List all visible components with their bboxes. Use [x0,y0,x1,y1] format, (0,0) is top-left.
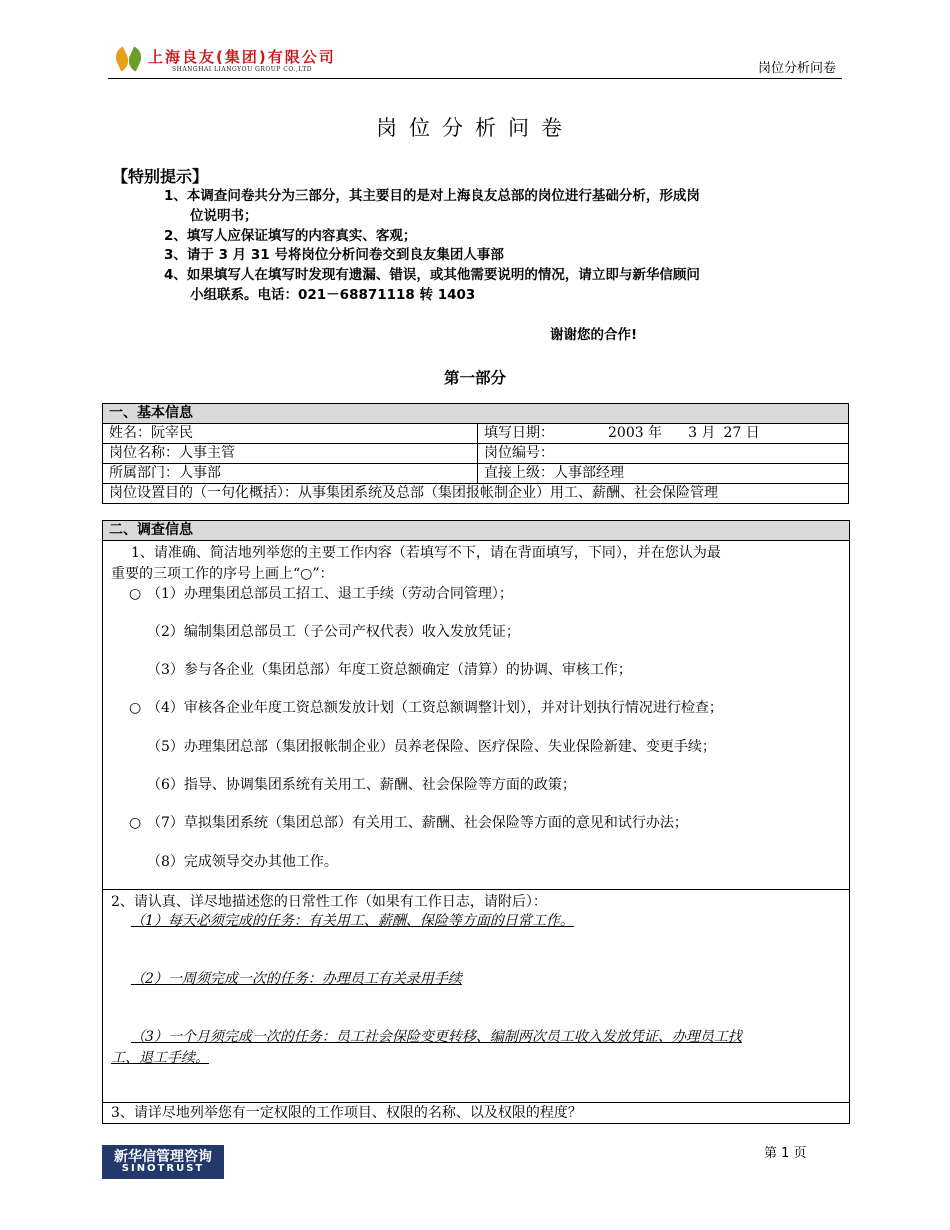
footer-logo-cn: 新华信管理咨询 [114,1149,212,1165]
date-label: 填写日期： [484,425,554,441]
notice-item-1-cont: 位说明书； [190,208,258,224]
section-divider [103,889,849,890]
date-day: 27 日 [723,425,760,441]
task-item-5 [129,736,716,756]
selected-circle-icon: ○ [129,815,142,831]
daily-task-3: （3）一个月须完成一次的任务：员工社会保险变更转移、编制两次员工收入发放凭证、办理员工找 [131,1029,742,1045]
position-name-cell: 岗位名称：人事主管 [103,444,478,464]
task-text: （8）完成领导交办其他工作。 [147,854,338,870]
q1-text-cont: 重要的三项工作的序号上画上“○”： [111,566,334,582]
basic-info-table [102,403,849,504]
task-item-6 [129,774,576,794]
notice-item-4: 4、如果填写人在填写时发现有遗漏、错误，或其他需要说明的情况，请立即与新华信顾问 [164,267,700,283]
task-text: （6）指导、协调集团系统有关用工、薪酬、社会保险等方面的政策； [147,777,576,793]
daily-task-3-cont: 工、退工手续。 [111,1050,209,1066]
q1-text: 1、请准确、简洁地列举您的主要工作内容（若填写不下，请在背面填写，下同），并在您认为最 [131,545,721,561]
task-text: （3）参与各企业（集团总部）年度工资总额确定（清算）的协调、审核工作； [147,662,632,678]
survey-section [102,520,850,1124]
superior-cell: 直接上级：人事部经理 [478,464,849,484]
survey-heading: 二、调查信息 [103,521,849,541]
q3-text: 3、请详尽地列举您有一定权限的工作项目、权限的名称、以及权限的程度？ [111,1105,582,1121]
basic-info-heading: 一、基本信息 [103,404,849,424]
page-title: 岗位分析问卷 [376,116,574,140]
task-text: （2）编制集团总部员工（子公司产权代表）收入发放凭证； [147,624,520,640]
date-year: 2003 年 [608,425,663,441]
task-item-2 [129,621,520,641]
notice-item-1: 1、本调查问卷共分为三部分，其主要目的是对上海良友总部的岗位进行基础分析，形成岗 [164,188,700,204]
selected-circle-icon: ○ [129,586,142,602]
task-text: （1）办理集团总部员工招工、退工手续（劳动合同管理）； [147,586,513,602]
notice-item-2: 2、填写人应保证填写的内容真实、客观； [164,228,417,244]
thanks-text: 谢谢您的合作! [550,327,638,343]
task-text: （7）草拟集团系统（集团总部）有关用工、薪酬、社会保险等方面的意见和试行办法； [147,815,688,831]
part-title: 第一部分 [443,369,506,387]
purpose-cell: 岗位设置目的（一句化概括）：从事集团系统及总部（集团报帐制企业）用工、薪酬、社会保险管理 [103,484,849,504]
task-item-3 [129,659,632,679]
department-cell: 所属部门：人事部 [103,464,478,484]
task-item-4 [129,697,723,717]
page-number: 第 1 页 [764,1146,807,1161]
daily-task-1: （1）每天必须完成的任务：有关用工、薪酬、保险等方面的日常工作。 [131,913,574,929]
q2-text: 2、请认真、详尽地描述您的日常性工作（如果有工作日志，请附后）： [111,894,547,910]
footer-logo-en: SINOTRUST [121,1163,205,1174]
task-item-8 [129,851,338,871]
company-name-cn: 上海良友(集团)有限公司 [148,48,336,66]
notice-item-3: 3、请于 3 月 31 号将岗位分析问卷交到良友集团人事部 [164,247,504,263]
task-text: （5）办理集团总部（集团报帐制企业）员养老保险、医疗保险、失业保险新建、变更手续； [147,739,716,755]
date-cell [478,424,849,444]
task-item-1 [129,583,513,603]
task-item-7 [129,812,688,832]
name-cell: 姓名：阮宰民 [103,424,478,444]
selected-circle-icon: ○ [129,700,142,716]
notice-title: 【特别提示】 [112,167,209,186]
date-month: 3 月 [688,425,716,441]
daily-task-2: （2）一周须完成一次的任务：办理员工有关录用手续 [131,971,462,987]
task-text: （4）审核各企业年度工资总额发放计划（工资总额调整计划），并对计划执行情况进行检查； [147,700,723,716]
company-name-en: SHANGHAI LIANGYOU GROUP CO.,LTD [172,66,313,73]
header-divider [108,78,842,79]
position-code-cell: 岗位编号： [478,444,849,464]
header-doc-label: 岗位分析问卷 [758,61,837,76]
notice-item-4-cont: 小组联系。电话：021－68871118 转 1403 [190,287,476,303]
